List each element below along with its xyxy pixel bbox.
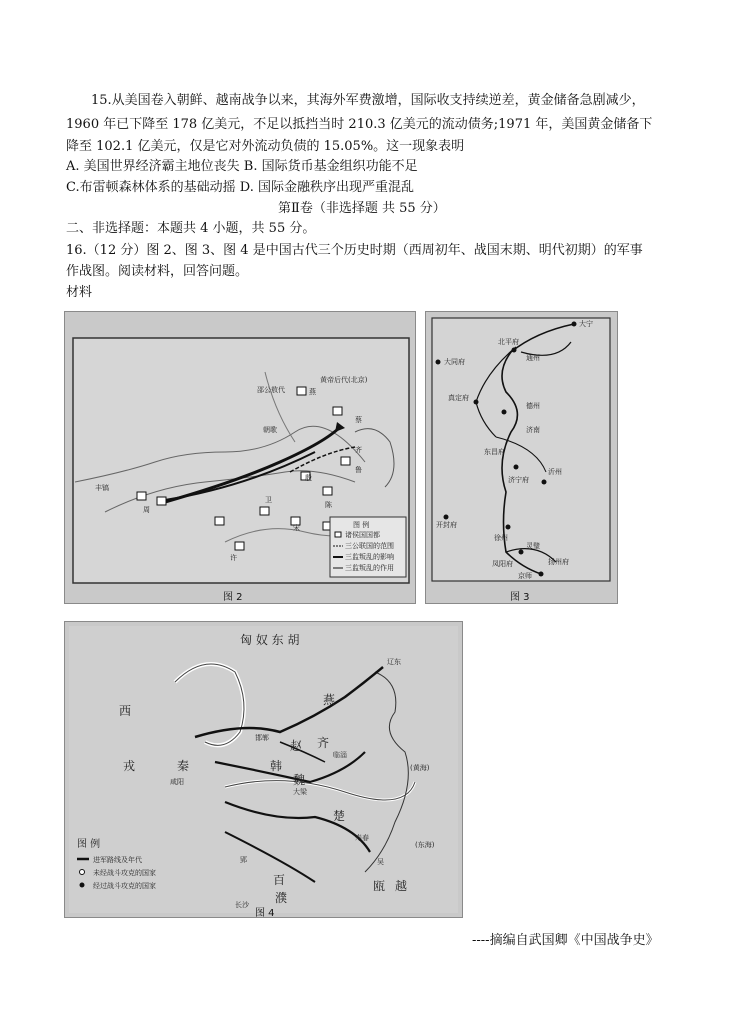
fig3-place-15: 灵璧 [526,542,540,550]
figure-4-caption: 图 4 [255,908,275,919]
fig4-region-8: 楚 [333,809,346,823]
fig4-region-11: 瓯 [373,879,386,893]
fig4-region-5: 魏 [293,773,306,787]
q15-options-ab: A. 美国世界经济霸主地位丧失 B. 国际货币基金组织功能不足 [66,159,418,174]
figure-2-caption: 图 2 [223,592,243,603]
fig2-place-5: 周 [143,506,150,514]
fig4-place-3: 咸阳 [170,778,184,786]
fig3-place-14: 徐州 [494,534,508,542]
fig2-place-8: 卫 [265,496,272,504]
fig4-place-1: (黄海) [410,764,430,772]
fig4-place-9: 长沙 [235,901,249,909]
fig4-place-2: (东海) [415,841,435,849]
fig3-place-2: 大同府 [444,358,465,366]
fig3-place-0: 大宁 [579,320,593,328]
figure-3-svg [426,312,617,603]
fig2-legend-title: 图 例 [353,521,370,529]
fig2-place-11: 鲁 [355,466,362,474]
fig4-place-10: 吴 [377,858,384,866]
fig4-top-names: 匈 奴 东 胡 [240,633,300,647]
figure-4-map [64,621,463,918]
figure-2-svg [65,312,415,603]
fig2-legend-item-3: 三监叛乱的作用 [345,564,394,572]
figure-2-map [64,311,416,604]
fig2-place-4: 殷 [305,474,312,482]
figure-3-caption: 图 3 [510,592,530,603]
fig3-place-1: 北平府 [498,338,519,346]
fig4-place-8: 郢 [240,856,247,864]
fig4-region-7: 齐 [317,736,330,750]
q16-line2: 作战图。阅读材料，回答问题。 [66,264,249,279]
fig4-legend-item-2: 经过战斗攻克的国家 [93,882,156,890]
fig4-place-5: 大梁 [293,788,307,796]
fig4-place-4: 邯郸 [255,734,269,742]
fig4-place-7: 寿春 [355,834,369,842]
fig4-legend-title: 图 例 [77,839,101,850]
fig3-place-11: 济宁府 [508,476,529,484]
fig3-place-17: 扬州府 [548,558,569,566]
q15-line3: 降至 102.1 亿美元，仅是它对外流动负债的 15.05%。这一现象表明 [66,139,465,154]
fig4-region-12: 越 [395,879,408,893]
q15-line1: 15.从美国卷入朝鲜、越南战争以来，其海外军费激增，国际收支持续逆差，黄金储备急剧减少， [91,93,645,108]
fig4-legend-item-0: 进军路线及年代 [93,856,142,864]
fig3-place-9: 济南 [526,426,540,434]
fig4-region-2: 秦 [177,759,190,773]
q15-line2: 1960 年已下降至 178 亿美元，不足以抵挡当时 210.3 亿美元的流动债务;1971 年，美国黄金储备下 [66,117,653,132]
fig2-place-12: 齐 [355,446,362,454]
figure-3-map [425,311,618,604]
fig2-legend-item-2: 三监叛乱的影响 [345,553,394,561]
fig4-region-3: 韩 [270,759,283,773]
fig3-place-3: 通州 [526,354,540,362]
fig3-place-13: 开封府 [436,521,457,529]
fig2-place-6: 朝歌 [263,426,277,434]
fig3-place-18: 京师 [518,572,532,580]
fig4-place-0: 辽东 [387,658,401,666]
fig4-region-4: 赵 [290,739,303,753]
fig2-place-0: 邵公敖代 [257,386,285,394]
fig2-place-1: 燕 [309,388,316,396]
fig4-place-6: 临淄 [333,751,347,759]
fig2-legend-item-0: 诸侯国国都 [345,531,380,539]
section-title: 第Ⅱ卷（非选择题 共 55 分） [278,201,446,216]
fig4-legend-item-1: 未经战斗攻克的国家 [93,869,156,877]
figure-4-svg [65,622,462,917]
fig2-place-7: 宋 [293,524,300,532]
fig4-region-1: 戎 [123,759,136,773]
fig4-region-10: 濮 [275,891,288,905]
q16-material-label: 材料 [66,285,93,300]
fig4-region-0: 西 [119,704,132,718]
fig2-place-14: 蔡 [355,416,362,424]
fig3-place-8: 德州 [526,402,540,410]
q16-line1: 16.（12 分）图 2、图 3、图 4 是中国古代三个历史时期（西周初年、战国末期、明代初期）的军事 [66,243,643,258]
fig2-place-9: 丰镐 [95,484,109,492]
fig2-legend-item-1: 三公联国的范围 [345,542,394,550]
section-intro: 二、非选择题：本题共 4 小题，共 55 分。 [66,221,316,236]
source-citation: ----摘编自武国卿《中国战争史》 [472,933,659,948]
fig3-place-12: 沂州 [548,468,562,476]
q15-options-cd: C.布雷顿森林体系的基础动摇 D. 国际金融秩序出现严重混乱 [66,180,414,195]
fig2-place-15: 陈 [325,501,332,509]
fig2-place-3: 黄帝后代(北京) [320,376,368,384]
fig4-region-6: 燕 [323,693,336,707]
fig3-place-5: 真定府 [448,394,469,402]
fig3-place-16: 凤阳府 [492,560,513,568]
fig2-place-16: 许 [230,554,237,562]
fig3-place-10: 东昌府 [484,448,505,456]
fig4-region-9: 百 [273,873,286,887]
